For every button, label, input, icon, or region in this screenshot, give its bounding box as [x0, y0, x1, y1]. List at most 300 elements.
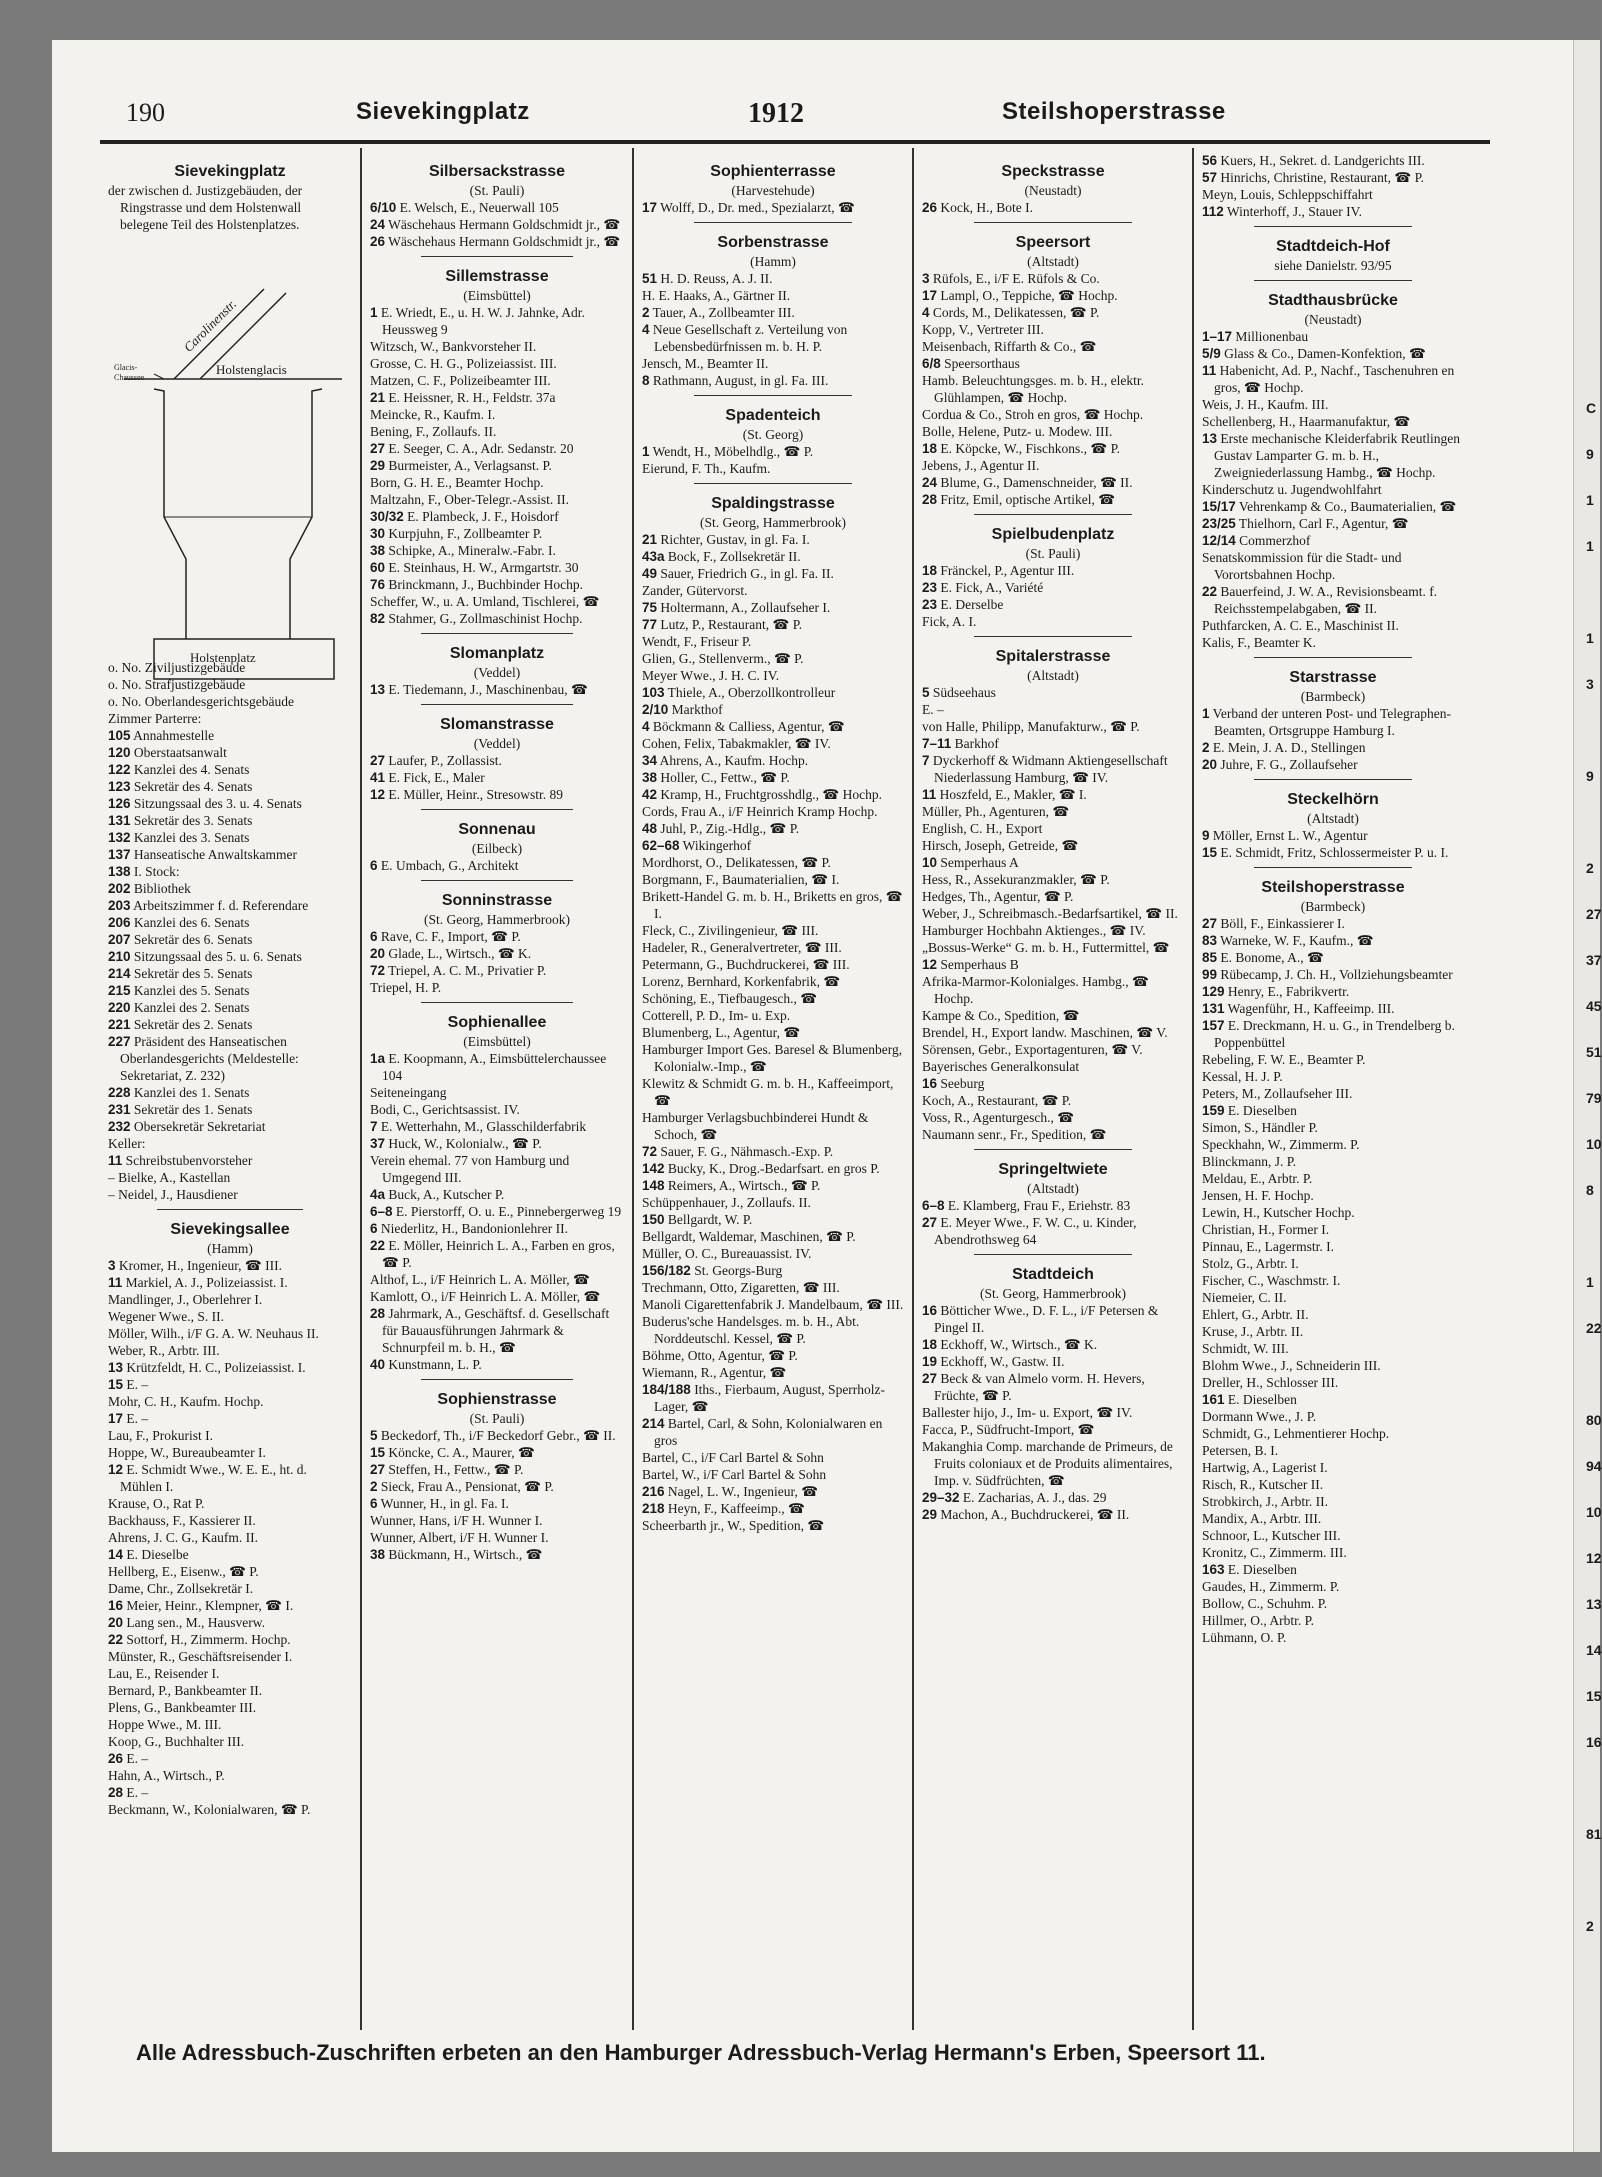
- directory-entry: Senatskommission für die Stadt- und Vorortsbahnen Hochp.: [1202, 550, 1402, 582]
- directory-entry: o. No. Strafjustizgebäude: [108, 677, 246, 692]
- directory-entry: 28 Jahrmark, A., Geschäftsf. d. Gesellschaft für Bauausführungen Jahrmark & Schnurpfeil m. b. H., ☎: [370, 1306, 610, 1355]
- directory-entry: 150 Bellgardt, W. P.: [642, 1212, 753, 1227]
- house-number: 6: [370, 1496, 378, 1511]
- house-number: 2: [642, 305, 650, 320]
- house-number: 27: [922, 1371, 938, 1386]
- directory-entry: Hamb. Beleuchtungsges. m. b. H., elektr. Glühlampen, ☎ Hochp.: [922, 373, 1144, 405]
- directory-entry: 12 E. Müller, Heinr., Stresowstr. 89: [370, 787, 563, 802]
- edge-mark: 51: [1586, 1044, 1602, 1060]
- directory-entry: Scheffer, W., u. A. Umland, Tischlerei, ☎: [370, 594, 600, 609]
- house-number: 3: [922, 271, 930, 286]
- house-number: 202: [108, 881, 131, 896]
- street-heading: Sonnenau: [458, 821, 536, 838]
- directory-entry: 132 Kanzlei des 3. Senats: [108, 830, 250, 845]
- district-note: (Altstadt): [1027, 1181, 1079, 1196]
- house-number: 5: [922, 685, 930, 700]
- house-number: 12: [108, 1462, 124, 1477]
- edge-mark: 1: [1586, 630, 1594, 646]
- section-rule: [974, 1149, 1131, 1150]
- directory-entry: 120 Oberstaatsanwalt: [108, 745, 227, 760]
- directory-entry: Zander, Gütervorst.: [642, 583, 748, 598]
- house-number: 7: [370, 1119, 378, 1134]
- directory-entry: Kessal, H. J. P.: [1202, 1069, 1283, 1084]
- house-number: 6/10: [370, 200, 397, 215]
- street-heading: Sorbenstrasse: [717, 234, 829, 251]
- district-note: (Veddel): [473, 665, 521, 680]
- directory-entry: 15 Köncke, C. A., Maurer, ☎: [370, 1445, 535, 1460]
- directory-entry: Fleck, C., Zivilingenieur, ☎ III.: [642, 923, 819, 938]
- house-number: 232: [108, 1119, 131, 1134]
- section-rule: [974, 1254, 1131, 1255]
- edge-mark: 27: [1586, 906, 1602, 922]
- house-number: 26: [108, 1751, 124, 1766]
- house-number: 6: [370, 929, 378, 944]
- directory-entry: Scheerbarth jr., W., Spedition, ☎: [642, 1518, 825, 1533]
- directory-entry: Hamburger Hochbahn Aktienges., ☎ IV.: [922, 923, 1146, 938]
- house-number: 210: [108, 949, 131, 964]
- section-rule: [421, 1002, 573, 1003]
- directory-entry: Rebeling, F. W. E., Beamter P.: [1202, 1052, 1366, 1067]
- house-number: 216: [642, 1484, 665, 1499]
- house-number: 161: [1202, 1392, 1225, 1407]
- street-heading: Slomanplatz: [449, 645, 545, 662]
- house-number: 5/9: [1202, 346, 1221, 361]
- directory-entry: 27 Böll, F., Einkassierer I.: [1202, 916, 1345, 931]
- house-number: 15: [1202, 845, 1218, 860]
- directory-entry: Beckmann, W., Kolonialwaren, ☎ P.: [108, 1802, 311, 1817]
- house-number: 11: [108, 1275, 123, 1290]
- district-note: (Veddel): [473, 736, 521, 751]
- edge-mark: 12: [1586, 1550, 1602, 1566]
- directory-entry: 4 Böckmann & Calliess, Agentur, ☎: [642, 719, 845, 734]
- directory-entry: Matzen, C. F., Polizeibeamter III.: [370, 373, 551, 388]
- district-note: (Hamm): [750, 254, 796, 269]
- house-number: 30: [370, 526, 386, 541]
- house-number: 1: [1202, 706, 1210, 721]
- edge-mark: 2: [1586, 1918, 1594, 1934]
- house-number: 103: [642, 685, 665, 700]
- directory-entry: 5 Beckedorf, Th., i/F Beckedorf Gebr., ☎ II.: [370, 1428, 616, 1443]
- directory-entry: 7–11 Barkhof: [922, 736, 999, 751]
- directory-entry: 77 Lutz, P., Restaurant, ☎ P.: [642, 617, 803, 632]
- directory-entry: English, C. H., Export: [922, 821, 1043, 836]
- house-number: 215: [108, 983, 131, 998]
- directory-entry: Schellenberg, H., Haarmanufaktur, ☎: [1202, 414, 1411, 429]
- street-heading: Stadtdeich-Hof: [1276, 238, 1390, 255]
- edge-mark: 1: [1586, 538, 1594, 554]
- house-number: 214: [642, 1416, 665, 1431]
- house-number: 37: [370, 1136, 386, 1151]
- directory-entry: Naumann senr., Fr., Spedition, ☎: [922, 1127, 1107, 1142]
- house-number: 5: [370, 1428, 378, 1443]
- directory-entry: 37 Huck, W., Kolonialw., ☎ P.: [370, 1136, 542, 1151]
- directory-entry: 202 Bibliothek: [108, 881, 191, 896]
- house-number: 20: [1202, 757, 1218, 772]
- house-number: 203: [108, 898, 131, 913]
- house-number: 156/182: [642, 1263, 691, 1278]
- directory-entry: 15 E. –: [108, 1377, 149, 1392]
- section-rule: [974, 636, 1131, 637]
- street-heading: Sievekingplatz: [174, 163, 286, 180]
- directory-entry: Meldau, E., Arbtr. P.: [1202, 1171, 1313, 1186]
- house-number: 16: [922, 1303, 938, 1318]
- house-number: 15: [370, 1445, 386, 1460]
- directory-entry: Hoppe, W., Bureaubeamter I.: [108, 1445, 266, 1460]
- directory-entry: 23 E. Fick, A., Variété: [922, 580, 1044, 595]
- directory-entry: 1 Verband der unteren Post- und Telegraphen-Beamten, Ortsgruppe Hamburg I.: [1202, 706, 1451, 738]
- directory-entry: 15 E. Schmidt, Fritz, Schlossermeister P. u. I.: [1202, 845, 1449, 860]
- directory-entry: o. No. Ziviljustizgebäude: [108, 660, 246, 675]
- directory-entry: Bayerisches Generalkonsulat: [922, 1059, 1080, 1074]
- directory-entry: 29 Burmeister, A., Verlagsanst. P.: [370, 458, 552, 473]
- street-heading: Sophienterrasse: [710, 163, 836, 180]
- directory-entry: 184/188 Iths., Fierbaum, August, Sperrholz-Lager, ☎: [642, 1382, 886, 1414]
- directory-entry: 51 H. D. Reuss, A. J. II.: [642, 271, 773, 286]
- house-number: 72: [370, 963, 386, 978]
- house-number: 11: [922, 787, 937, 802]
- directory-entry: Brendel, H., Export landw. Maschinen, ☎ V.: [922, 1025, 1168, 1040]
- section-rule: [1254, 280, 1411, 281]
- house-number: 42: [642, 787, 658, 802]
- directory-entry: Hirsch, Joseph, Getreide, ☎: [922, 838, 1079, 853]
- street-heading: Spitalerstrasse: [995, 648, 1111, 665]
- directory-entry: Simon, S., Händler P.: [1202, 1120, 1318, 1135]
- house-number: 60: [370, 560, 386, 575]
- house-number: 120: [108, 745, 131, 760]
- column-divider: [360, 148, 362, 2030]
- house-number: 27: [370, 1462, 386, 1477]
- directory-entry: Dame, Chr., Zollsekretär I.: [108, 1581, 254, 1596]
- house-number: 2/10: [642, 702, 669, 717]
- directory-entry: „Bossus-Werke“ G. m. b. H., Futtermittel, ☎: [922, 940, 1170, 955]
- district-note: (Eilbeck): [471, 841, 523, 856]
- directory-entry: Hedges, Th., Agentur, ☎ P.: [922, 889, 1074, 904]
- district-note: (St. Georg, Hammerbrook): [424, 912, 570, 927]
- directory-entry: Hess, R., Assekuranzmakler, ☎ P.: [922, 872, 1110, 887]
- section-rule: [1254, 657, 1411, 658]
- directory-entry: 1–17 Millionenbau: [1202, 329, 1309, 344]
- directory-entry: 16 Bötticher Wwe., D. F. L., i/F Petersen & Pingel II.: [922, 1303, 1159, 1335]
- directory-entry: Trechmann, Otto, Zigaretten, ☎ III.: [642, 1280, 840, 1295]
- directory-entry: 49 Sauer, Friedrich G., in gl. Fa. II.: [642, 566, 834, 581]
- column-4: [922, 152, 1184, 2032]
- edge-mark: 1: [1586, 492, 1594, 508]
- house-number: 49: [642, 566, 658, 581]
- directory-entry: 123 Sekretär des 4. Senats: [108, 779, 253, 794]
- directory-entry: Weis, J. H., Kaufm. III.: [1202, 397, 1329, 412]
- house-number: 207: [108, 932, 131, 947]
- house-number: 34: [642, 753, 658, 768]
- edge-mark: 8: [1586, 1182, 1594, 1198]
- house-number: 17: [642, 200, 658, 215]
- house-number: 131: [108, 813, 131, 828]
- house-number: 77: [642, 617, 658, 632]
- directory-entry: Klewitz & Schmidt G. m. b. H., Kaffeeimport, ☎: [642, 1076, 894, 1108]
- street-heading: Spadenteich: [725, 407, 821, 424]
- directory-entry: Mohr, C. H., Kaufm. Hochp.: [108, 1394, 264, 1409]
- directory-entry: Kinderschutz u. Jugendwohlfahrt: [1202, 482, 1382, 497]
- house-number: 112: [1202, 204, 1224, 219]
- directory-entry: 11 Habenicht, Ad. P., Nachf., Taschenuhren en gros, ☎ Hochp.: [1202, 363, 1455, 395]
- directory-entry: 23/25 Thielhorn, Carl F., Agentur, ☎: [1202, 516, 1409, 531]
- directory-entry: Eierund, F. Th., Kaufm.: [642, 461, 771, 476]
- directory-entry: 24 Blume, G., Damenschneider, ☎ II.: [922, 475, 1133, 490]
- house-number: 72: [642, 1144, 658, 1159]
- directory-entry: 103 Thiele, A., Oberzollkontrolleur: [642, 685, 836, 700]
- directory-entry: Schöning, E., Tiefbaugesch., ☎: [642, 991, 818, 1006]
- directory-entry: Fischer, C., Waschmstr. I.: [1202, 1273, 1341, 1288]
- directory-entry: 62–68 Wikingerhof: [642, 838, 752, 853]
- house-number: 29–32: [922, 1490, 960, 1505]
- directory-entry: Dormann Wwe., J. P.: [1202, 1409, 1317, 1424]
- directory-entry: 8 Rathmann, August, in gl. Fa. III.: [642, 373, 829, 388]
- house-number: 9: [1202, 828, 1210, 843]
- directory-entry: Schüppenhauer, J., Zollaufs. II.: [642, 1195, 811, 1210]
- directory-entry: 17 Lampl, O., Teppiche, ☎ Hochp.: [922, 288, 1118, 303]
- directory-entry: E. –: [922, 702, 944, 717]
- house-number: 82: [370, 611, 386, 626]
- directory-entry: 26 Wäschehaus Hermann Goldschmidt jr., ☎: [370, 234, 621, 249]
- directory-entry: 131 Wagenführ, H., Kaffeeimp. III.: [1202, 1001, 1395, 1016]
- directory-entry: Lau, E., Reisender I.: [108, 1666, 220, 1681]
- section-rule: [421, 633, 573, 634]
- district-note: (St. Georg, Hammerbrook): [980, 1286, 1126, 1301]
- house-number: 13: [108, 1360, 124, 1375]
- directory-entry: – Bielke, A., Kastellan: [108, 1170, 231, 1185]
- house-number: 11: [1202, 363, 1217, 378]
- section-rule: [157, 1209, 303, 1210]
- section-rule: [421, 256, 573, 257]
- house-number: 11: [108, 1153, 123, 1168]
- house-number: 231: [108, 1102, 131, 1117]
- directory-entry: 7 Dyckerhoff & Widmann Aktiengesellschaft Niederlassung Hamburg, ☎ IV.: [922, 753, 1168, 785]
- house-number: 18: [922, 1337, 938, 1352]
- section-rule: [694, 483, 851, 484]
- edge-mark: 16: [1586, 1734, 1602, 1750]
- edge-mark: 3: [1586, 676, 1594, 692]
- directory-entry: 3 Rüfols, E., i/F E. Rüfols & Co.: [922, 271, 1100, 286]
- directory-entry: Ballester hijo, J., Im- u. Export, ☎ IV.: [922, 1405, 1133, 1420]
- house-number: 20: [108, 1615, 124, 1630]
- directory-entry: Zimmer Parterre:: [108, 711, 202, 726]
- house-number: 38: [370, 543, 386, 558]
- directory-entry: Bollow, C., Schuhm. P.: [1202, 1596, 1328, 1611]
- directory-entry: 6–8 E. Pierstorff, O. u. E., Pinnebergerweg 19: [370, 1204, 622, 1219]
- directory-entry: 20 Juhre, F. G., Zollaufseher: [1202, 757, 1358, 772]
- directory-entry: 22 E. Möller, Heinrich L. A., Farben en gros, ☎ P.: [370, 1238, 615, 1270]
- directory-entry: Maltzahn, F., Ober-Telegr.-Assist. II.: [370, 492, 570, 507]
- house-number: 48: [642, 821, 658, 836]
- directory-entry: Jensen, H. F. Hochp.: [1202, 1188, 1314, 1203]
- directory-entry: 16 Meier, Heinr., Klempner, ☎ I.: [108, 1598, 294, 1613]
- directory-entry: Lewin, H., Kutscher Hochp.: [1202, 1205, 1355, 1220]
- directory-entry: 72 Triepel, A. C. M., Privatier P.: [370, 963, 547, 978]
- directory-entry: Seiteneingang: [370, 1085, 447, 1100]
- house-number: 1–17: [1202, 329, 1233, 344]
- edge-mark: 13: [1586, 1596, 1602, 1612]
- directory-entry: 203 Arbeitszimmer f. d. Referendare: [108, 898, 309, 913]
- section-rule: [421, 809, 573, 810]
- district-note: (Altstadt): [1307, 811, 1359, 826]
- street-heading: Starstrasse: [1289, 669, 1377, 686]
- directory-entry: Brikett-Handel G. m. b. H., Briketts en gros, ☎ I.: [642, 889, 903, 921]
- directory-entry: 9 Möller, Ernst L. W., Agentur: [1202, 828, 1368, 843]
- edge-mark: 81: [1586, 1826, 1602, 1842]
- street-heading: Stadthausbrücke: [1268, 292, 1398, 309]
- house-number: 4: [642, 719, 650, 734]
- house-number: 214: [108, 966, 131, 981]
- street-description: der zwischen d. Justizgebäuden, der Ringstrasse und dem Holstenwall belegene Teil des Holstenplatzes.: [108, 183, 303, 232]
- directory-entry: Lorenz, Bernhard, Korkenfabrik, ☎: [642, 974, 841, 989]
- directory-entry: Plens, G., Bankbeamter III.: [108, 1700, 257, 1715]
- edge-mark: 10: [1586, 1136, 1602, 1152]
- street-heading: Sonninstrasse: [441, 892, 553, 909]
- house-number: 131: [1202, 1001, 1225, 1016]
- house-number: 126: [108, 796, 131, 811]
- house-number: 129: [1202, 984, 1225, 999]
- directory-entry: 41 E. Fick, E., Maler: [370, 770, 485, 785]
- house-number: 221: [108, 1017, 131, 1032]
- directory-entry: – Neidel, J., Hausdiener: [108, 1187, 238, 1202]
- directory-entry: Müller, Ph., Agenturen, ☎: [922, 804, 1070, 819]
- district-note: (St. Pauli): [469, 1411, 525, 1426]
- house-number: 220: [108, 1000, 131, 1015]
- house-number: 28: [922, 492, 938, 507]
- house-number: 18: [922, 563, 938, 578]
- house-number: 16: [922, 1076, 938, 1091]
- directory-entry: Gaudes, H., Zimmerm. P.: [1202, 1579, 1340, 1594]
- house-number: 19: [922, 1354, 938, 1369]
- directory-entry: Petermann, G., Buchdruckerei, ☎ III.: [642, 957, 850, 972]
- directory-entry: 126 Sitzungssaal des 3. u. 4. Senats: [108, 796, 302, 811]
- directory-entry: Hahn, A., Wirtsch., P.: [108, 1768, 225, 1783]
- directory-entry: Witzsch, W., Bankvorsteher II.: [370, 339, 537, 354]
- directory-entry: Cordua & Co., Stroh en gros, ☎ Hochp.: [922, 407, 1144, 422]
- directory-entry: Wendt, F., Friseur P.: [642, 634, 752, 649]
- house-number: 29: [370, 458, 386, 473]
- house-number: 12: [922, 957, 938, 972]
- directory-entry: Ehlert, G., Arbtr. II.: [1202, 1307, 1309, 1322]
- directory-entry: 215 Kanzlei des 5. Senats: [108, 983, 250, 998]
- directory-entry: Mordhorst, O., Delikatessen, ☎ P.: [642, 855, 831, 870]
- directory-entry: Koch, A., Restaurant, ☎ P.: [922, 1093, 1072, 1108]
- section-rule: [694, 395, 851, 396]
- directory-entry: Kamlott, O., i/F Heinrich L. A. Möller, ☎: [370, 1289, 601, 1304]
- house-number: 38: [642, 770, 658, 785]
- directory-entry: 26 E. –: [108, 1751, 149, 1766]
- directory-entry: 6 Wunner, H., in gl. Fa. I.: [370, 1496, 509, 1511]
- directory-entry: 20 Glade, L., Wirtsch., ☎ K.: [370, 946, 532, 961]
- directory-entry: 218 Heyn, F., Kaffeeimp., ☎: [642, 1501, 805, 1516]
- directory-entry: von Halle, Philipp, Manufakturw., ☎ P.: [922, 719, 1140, 734]
- directory-entry: 5/9 Glass & Co., Damen-Konfektion, ☎: [1202, 346, 1426, 361]
- column-divider: [632, 148, 634, 2030]
- directory-entry: Weber, R., Arbtr. III.: [108, 1343, 220, 1358]
- house-number: 18: [922, 441, 938, 456]
- directory-entry: 214 Bartel, Carl, & Sohn, Kolonialwaren en gros: [642, 1416, 883, 1448]
- directory-entry: Afrika-Marmor-Kolonialges. Hambg., ☎ Hochp.: [922, 974, 1149, 1006]
- directory-entry: 20 Lang sen., M., Hausverw.: [108, 1615, 265, 1630]
- directory-entry: 216 Nagel, L. W., Ingenieur, ☎: [642, 1484, 819, 1499]
- directory-entry: Buderus'sche Handelsges. m. b. H., Abt. Norddeutschl. Kessel, ☎ P.: [642, 1314, 860, 1346]
- house-number: 26: [922, 200, 938, 215]
- directory-entry: 30 Kurpjuhn, F., Zollbeamter P.: [370, 526, 543, 541]
- house-number: 16: [108, 1598, 124, 1613]
- directory-entry: 4 Neue Gesellschaft z. Verteilung von Lebensbedürfnissen m. b. H. P.: [642, 322, 848, 354]
- house-number: 1a: [370, 1051, 386, 1066]
- directory-entry: Sörensen, Gebr., Exportagenturen, ☎ V.: [922, 1042, 1143, 1057]
- house-number: 157: [1202, 1018, 1225, 1033]
- directory-entry: 22 Bauerfeind, J. W. A., Revisionsbeamt. f. Reichsstempelabgaben, ☎ II.: [1202, 584, 1438, 616]
- directory-entry: 2/10 Markthof: [642, 702, 723, 717]
- district-note: (Harvestehude): [731, 183, 815, 198]
- directory-entry: Stolz, G., Arbtr. I.: [1202, 1256, 1299, 1271]
- directory-entry: 28 E. –: [108, 1785, 149, 1800]
- directory-entry: 21 E. Heissner, R. H., Feldstr. 37a: [370, 390, 556, 405]
- directory-entry: Hadeler, R., Generalvertreter, ☎ III.: [642, 940, 842, 955]
- directory-entry: Wunner, Hans, i/F H. Wunner I.: [370, 1513, 543, 1528]
- district-note: siehe Danielstr. 93/95: [1274, 258, 1392, 273]
- district-note: (St. Pauli): [1025, 546, 1081, 561]
- edge-mark: 1: [1586, 1274, 1594, 1290]
- directory-entry: 28 Fritz, Emil, optische Artikel, ☎: [922, 492, 1116, 507]
- house-number: 30/32: [370, 509, 404, 524]
- directory-entry: 7 E. Wetterhahn, M., Glasschilderfabrik: [370, 1119, 587, 1134]
- district-note: (Eimsbüttel): [463, 288, 531, 303]
- directory-entry: 6–8 E. Klamberg, Frau F., Eriehstr. 83: [922, 1198, 1131, 1213]
- directory-entry: 2 E. Mein, J. A. D., Stellingen: [1202, 740, 1366, 755]
- house-number: 24: [922, 475, 938, 490]
- street-heading: Slomanstrasse: [440, 716, 554, 733]
- house-number: 6/8: [922, 356, 941, 371]
- house-number: 6–8: [370, 1204, 393, 1219]
- directory-entry: 29 Machon, A., Buchdruckerei, ☎ II.: [922, 1507, 1130, 1522]
- house-number: 85: [1202, 950, 1218, 965]
- directory-entry: Keller:: [108, 1136, 146, 1151]
- directory-entry: Kopp, V., Vertreter III.: [922, 322, 1044, 337]
- house-number: 28: [108, 1785, 124, 1800]
- street-heading: Sillemstrasse: [445, 268, 549, 285]
- house-number: 24: [370, 217, 386, 232]
- edge-mark: C: [1586, 400, 1597, 416]
- section-rule: [421, 880, 573, 881]
- directory-entry: 214 Sekretär des 5. Senats: [108, 966, 253, 981]
- directory-entry: Meyn, Louis, Schleppschiffahrt: [1202, 187, 1373, 202]
- directory-entry: 13 Krützfeldt, H. C., Polizeiassist. I.: [108, 1360, 306, 1375]
- directory-entry: 122 Kanzlei des 4. Senats: [108, 762, 250, 777]
- directory-entry: 42 Kramp, H., Fruchtgrosshdlg., ☎ Hochp.: [642, 787, 882, 802]
- house-number: 123: [108, 779, 131, 794]
- section-rule: [974, 514, 1131, 515]
- district-note: (Neustadt): [1304, 312, 1362, 327]
- edge-mark: 2: [1586, 860, 1594, 876]
- directory-entry: Mandix, A., Arbtr. III.: [1202, 1511, 1322, 1526]
- directory-entry: Müller, O. C., Bureauassist. IV.: [642, 1246, 812, 1261]
- district-note: (Hamm): [207, 1241, 253, 1256]
- directory-entry: Blinckmann, J. P.: [1202, 1154, 1297, 1169]
- district-note: (Barmbeck): [1300, 689, 1366, 704]
- directory-entry: Bartel, W., i/F Carl Bartel & Sohn: [642, 1467, 827, 1482]
- directory-entry: 38 Holler, C., Fettw., ☎ P.: [642, 770, 790, 785]
- directory-entry: Ahrens, J. C. G., Kaufm. II.: [108, 1530, 258, 1545]
- section-rule: [1254, 867, 1411, 868]
- header-rule: [100, 140, 1490, 144]
- district-note: (St. Georg, Hammerbrook): [700, 515, 846, 530]
- directory-entry: 85 E. Bonome, A., ☎: [1202, 950, 1324, 965]
- directory-entry: Risch, R., Kutscher II.: [1202, 1477, 1324, 1492]
- directory-entry: 221 Sekretär des 2. Senats: [108, 1017, 253, 1032]
- directory-entry: Cotterell, P. D., Im- u. Exp.: [642, 1008, 791, 1023]
